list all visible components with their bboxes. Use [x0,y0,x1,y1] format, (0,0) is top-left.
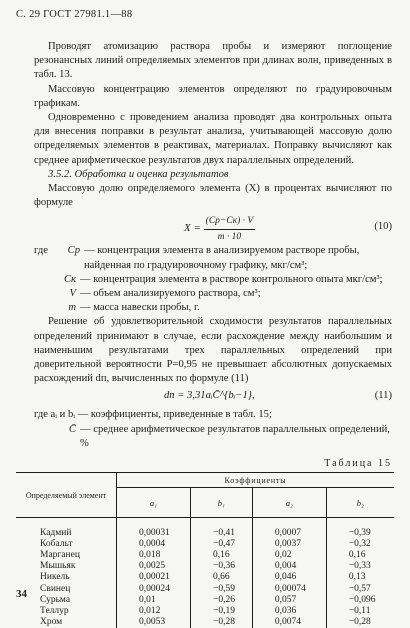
cell-b1: −0,47 [191,539,253,550]
document-body [34,40,392,451]
cell-a1: 0,00021 [117,572,191,583]
definition-text: — концентрация элемента в анализируемом растворе пробы, найденная по градуировочному графику, мкг/см³; [84,245,360,271]
formula-number: (10) [374,221,392,233]
page-number: 34 [16,588,27,600]
cell-a2: 0,036 [252,606,326,617]
formula-numerator: (Cp−Cк) · V [204,214,256,229]
cell-a1: 0,01 [117,595,191,606]
cell-b1: −0,41 [191,518,253,540]
table-row [16,583,394,594]
definition-item [34,287,392,301]
table-row [16,595,394,606]
cell-a2: 0,00074 [252,583,326,594]
cell-b2: 0,13 [348,572,366,583]
element-name: Кадмий [16,518,117,540]
cell-a1: 0,018 [117,550,191,561]
definition-text: — концентрация элемента в растворе контрольного опыта мкг/см³; [80,273,383,285]
table-row [16,539,394,550]
cell-b2: −0,11 [348,605,371,616]
cell-b1: 0,16 [191,550,253,561]
cell-b2: −0,28 [348,616,371,627]
definition-symbol: m [68,302,76,314]
definition-text: — среднее арифметическое результатов параллельных определений, % [80,423,390,449]
formula-10 [34,212,392,242]
cell-a1: 0,0053 [117,617,191,628]
paragraph-mass-fraction: Массовую долю определяемого элемента (X) в процентах вычисляют по формуле [34,183,392,209]
cell-a1: 0,0004 [117,539,191,550]
formula-fraction [204,214,256,243]
element-name: Свинец [16,583,117,594]
column-header-a2: a₂ [252,488,326,518]
coefficients-table [16,472,394,628]
page-header: С. 29 ГОСТ 27981.1—88 [16,9,133,20]
cell-a2: 0,057 [252,595,326,606]
cell-a2: 0,046 [252,572,326,583]
table-row [16,561,394,572]
table-caption: Таблица 15 [324,458,392,469]
cell-b2: −0,39 [348,528,371,539]
element-name: Теллур [16,606,117,617]
section-title: 3.5.2. Обработка и оценка результатов [48,168,229,180]
element-name: Сурьма [16,595,117,606]
definition-item [34,301,392,315]
definition-item-mean [34,423,392,451]
element-name: Никель [16,572,117,583]
table-row [16,518,394,540]
definition-text: — масса навески пробы, г. [80,302,200,314]
cell-a1: 0,00031 [117,518,191,540]
element-name: Мышьяк [16,561,117,572]
cell-a2: 0,0074 [252,617,326,628]
formula-11 [34,388,392,406]
cell-a1: 0,012 [117,606,191,617]
formula-11-number: (11) [374,390,392,402]
element-column-header: Определяемый элемент [16,473,117,518]
cell-a2: 0,004 [252,561,326,572]
definition-symbol: C̄ [68,423,76,435]
column-header-b1: b₁ [191,488,253,518]
table-row [16,617,394,628]
coefficients-header: Коэффициенты [117,473,395,488]
definition-symbol: Cp [67,245,80,257]
paragraph-coefficients: где aᵢ и bᵢ — коэффициенты, приведенные в табл. 15; [34,409,272,421]
definition-list [34,244,392,315]
paragraph-mass-concentration: Массовую концентрацию элементов определяют по градуировочным графикам. [34,83,392,109]
element-name: Марганец [16,550,117,561]
paragraph-convergence: Решение об удовлетворительной сходимости результатов параллельных определений принимают в случае, если расхождение между наибольшим и наименьшим результатами трех параллельных определений при доверительной вероятности P=0,95 не превышает абсолютных допускаемых расхождений dп, вычисленных по формуле (11) [34,316,392,385]
definition-item [34,244,392,272]
where-label: где [34,245,48,257]
table-row [16,572,394,583]
cell-a2: 0,0007 [252,518,326,540]
column-header-a1: a₁ [117,488,191,518]
element-name: Кобальт [16,539,117,550]
cell-b2: 0,16 [348,550,366,561]
definition-symbol: Cк [63,273,76,285]
cell-a1: 0,00024 [117,583,191,594]
cell-b1: −0,59 [191,583,253,594]
cell-b2: −0,33 [348,561,371,572]
paragraph-atomization: Проводят атомизацию раствора пробы и измеряют поглощение резонансных линий определяемых элементов при длинах волн, приведенных в табл. 13. [34,41,392,81]
table-row [16,550,394,561]
column-header-b2: b₂ [326,488,394,518]
formula-11-expression: dп = 3,31aᵢC̄^{bᵢ−1}, [164,390,255,402]
definition-item [34,273,392,287]
cell-b1: −0,36 [191,561,253,572]
cell-a2: 0,0037 [252,539,326,550]
cell-b2: −0,096 [348,594,376,605]
definition-text: — объем анализируемого раствора, см³; [80,288,261,300]
paragraph-control-experiments: Одновременно с проведением анализа проводят два контрольных опыта для внесения поправки в результат анализа, учитывающей массовую долю определяемых элементов в реактивах, материалах. Поправку вычисляют как среднее арифметическое результатов двух параллельных определений. [34,112,392,166]
cell-b1: −0,19 [191,606,253,617]
cell-b1: 0,66 [191,572,253,583]
formula-denominator: m · 10 [217,231,242,242]
cell-b1: −0,28 [191,617,253,628]
cell-b2: −0,32 [348,539,371,550]
definition-symbol: V [69,288,76,300]
cell-a2: 0,02 [252,550,326,561]
cell-a1: 0,0025 [117,561,191,572]
cell-b1: −0,26 [191,595,253,606]
cell-b2: −0,57 [348,583,371,594]
table-row [16,606,394,617]
formula-lhs: X = [184,222,201,235]
element-name: Хром [16,617,117,628]
